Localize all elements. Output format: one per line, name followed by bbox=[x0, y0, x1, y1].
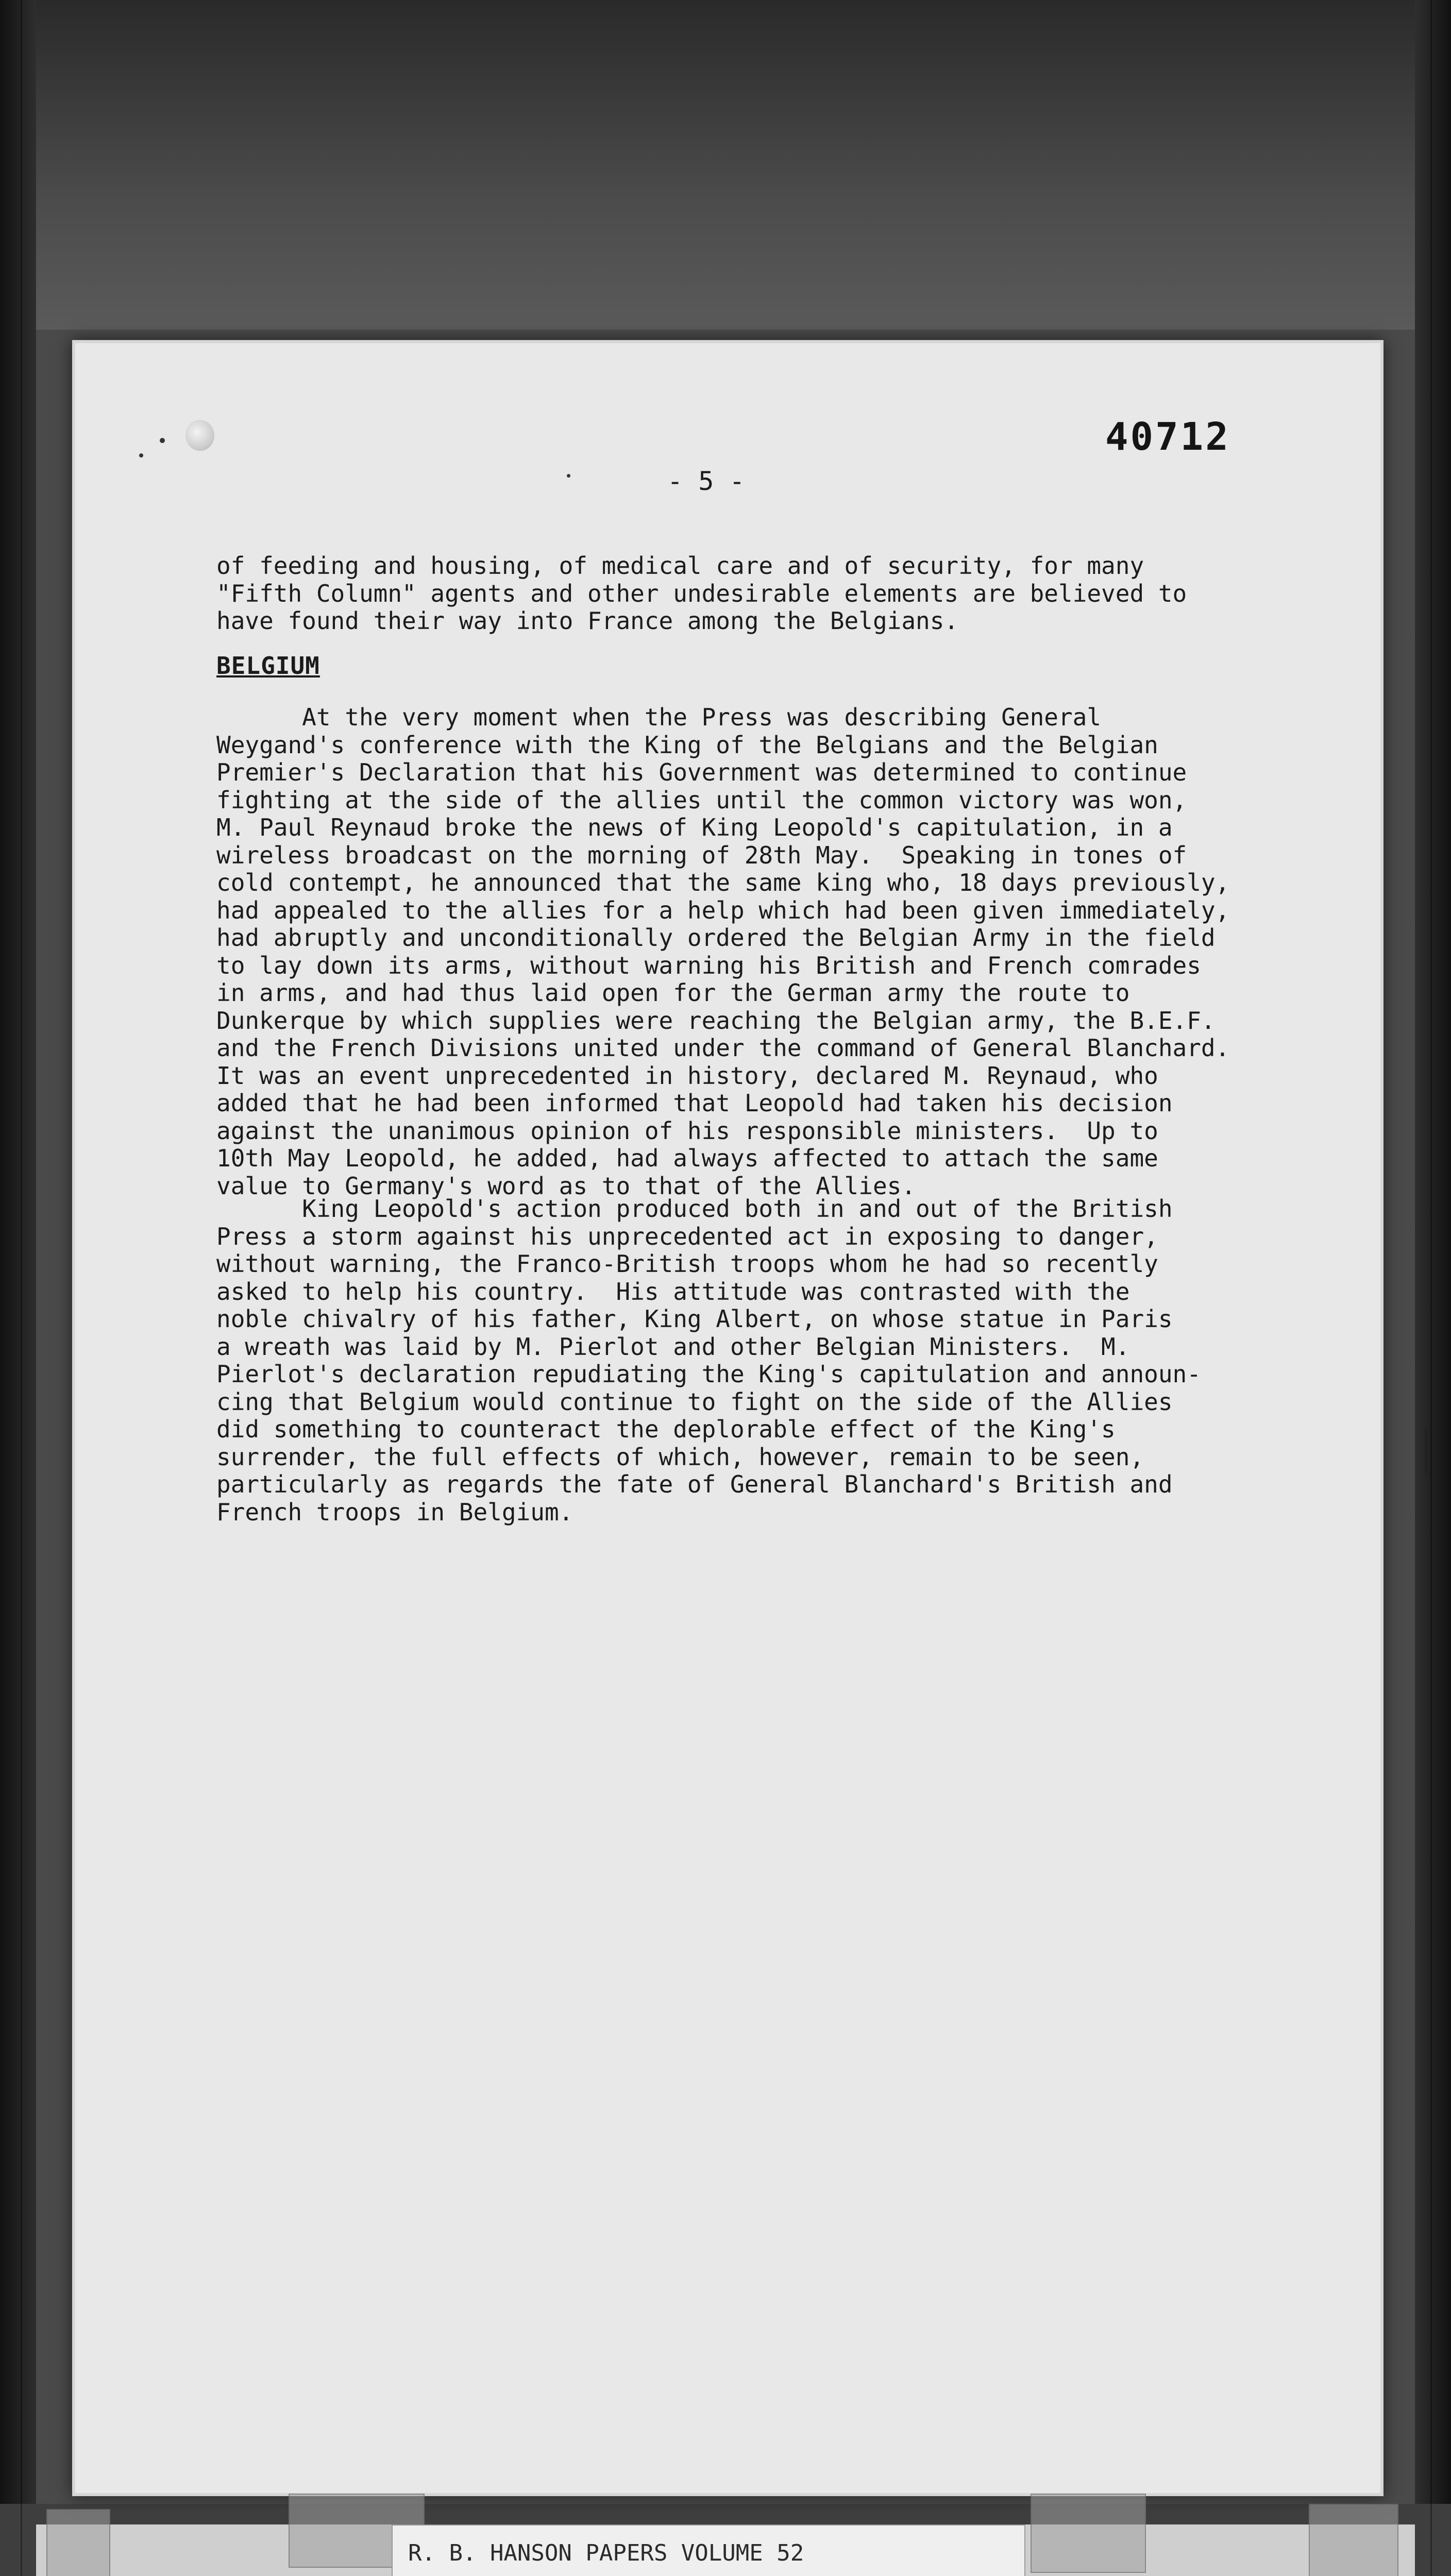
text-line: Premier's Declaration that his Government was determined to continue bbox=[216, 758, 1187, 786]
speck bbox=[567, 474, 570, 478]
text-line: in arms, and had thus laid open for the German army the route to bbox=[216, 979, 1130, 1007]
text-line: wireless broadcast on the morning of 28th May. Speaking in tones of bbox=[216, 841, 1187, 869]
text-line: King Leopold's action produced both in and out of the British bbox=[216, 1195, 1173, 1223]
text-line: a wreath was laid by M. Pierlot and other Belgian Ministers. M. bbox=[216, 1332, 1130, 1361]
text-line: without warning, the Franco-British troops whom he had so recently bbox=[216, 1250, 1158, 1278]
text-line: cing that Belgium would continue to fight on the side of the Allies bbox=[216, 1387, 1173, 1416]
speck bbox=[160, 438, 165, 443]
text-line: of feeding and housing, of medical care and of security, for many bbox=[216, 552, 1144, 580]
film-streak bbox=[1430, 0, 1432, 2576]
volume-label bbox=[392, 2524, 1025, 2576]
text-line: Pierlot's declaration repudiating the King's capitulation and announ- bbox=[216, 1360, 1201, 1388]
section-heading: BELGIUM bbox=[216, 652, 320, 680]
text-line: noble chivalry of his father, King Albert, on whose statue in Paris bbox=[216, 1305, 1173, 1333]
volume-label-text: R. B. HANSON PAPERS VOLUME 52 bbox=[408, 2540, 804, 2566]
film-streak bbox=[21, 0, 22, 2576]
text-line: did something to counteract the deplorable effect of the King's bbox=[216, 1415, 1116, 1443]
tape-strip bbox=[1309, 2504, 1398, 2576]
punch-hole bbox=[185, 420, 214, 451]
text-line: had appealed to the allies for a help which had been given immediately, bbox=[216, 896, 1230, 924]
text-line: have found their way into France among the Belgians. bbox=[216, 607, 959, 635]
text-line: fighting at the side of the allies until the common victory was won, bbox=[216, 786, 1187, 814]
text-line: particularly as regards the fate of General Blanchard's British and bbox=[216, 1470, 1173, 1498]
microfilm-frame-right bbox=[1415, 0, 1451, 2576]
tape-strip bbox=[1031, 2494, 1146, 2573]
paragraph-reynaud-broadcast bbox=[216, 704, 1324, 1200]
text-line: M. Paul Reynaud broke the news of King Leopold's capitulation, in a bbox=[216, 814, 1173, 841]
text-line: and the French Divisions united under the command of General Blanchard. bbox=[216, 1034, 1230, 1062]
text-line: Weygand's conference with the King of the Belgians and the Belgian bbox=[216, 731, 1158, 759]
text-line: Dunkerque by which supplies were reaching the Belgian army, the B.E.F. bbox=[216, 1006, 1216, 1035]
microfilm-frame-top bbox=[0, 0, 1451, 330]
paragraph-press-reaction bbox=[216, 1195, 1324, 1526]
text-line: cold contempt, he announced that the same king who, 18 days previously, bbox=[216, 869, 1230, 896]
text-line: Press a storm against his unprecedented act in exposing to danger, bbox=[216, 1222, 1158, 1250]
paragraph-continuation bbox=[216, 552, 1324, 635]
text-line: It was an event unprecedented in history, declared M. Reynaud, who bbox=[216, 1061, 1158, 1090]
text-line: value to Germany's word as to that of the Allies. bbox=[216, 1172, 916, 1200]
text-line: added that he had been informed that Leopold had taken his decision bbox=[216, 1089, 1173, 1117]
text-line: had abruptly and unconditionally ordered the Belgian Army in the field bbox=[216, 924, 1216, 952]
text-line: asked to help his country. His attitude was contrasted with the bbox=[216, 1277, 1130, 1306]
text-line: 10th May Leopold, he added, had always affected to attach the same bbox=[216, 1144, 1158, 1172]
text-line: surrender, the full effects of which, however, remain to be seen, bbox=[216, 1443, 1144, 1471]
margin-mark bbox=[1425, 1427, 1428, 1473]
tape-strip bbox=[46, 2509, 110, 2576]
page-number: - 5 - bbox=[667, 466, 745, 496]
speck bbox=[139, 453, 143, 457]
text-line: against the unanimous opinion of his responsible ministers. Up to bbox=[216, 1116, 1158, 1145]
text-line: French troops in Belgium. bbox=[216, 1498, 573, 1526]
text-line: to lay down its arms, without warning his British and French comrades bbox=[216, 951, 1201, 979]
microfilm-frame-left bbox=[0, 0, 36, 2576]
document-number: 40712 bbox=[1105, 415, 1230, 459]
text-line: At the very moment when the Press was describing General bbox=[216, 703, 1102, 731]
text-line: "Fifth Column" agents and other undesirable elements are believed to bbox=[216, 579, 1187, 607]
